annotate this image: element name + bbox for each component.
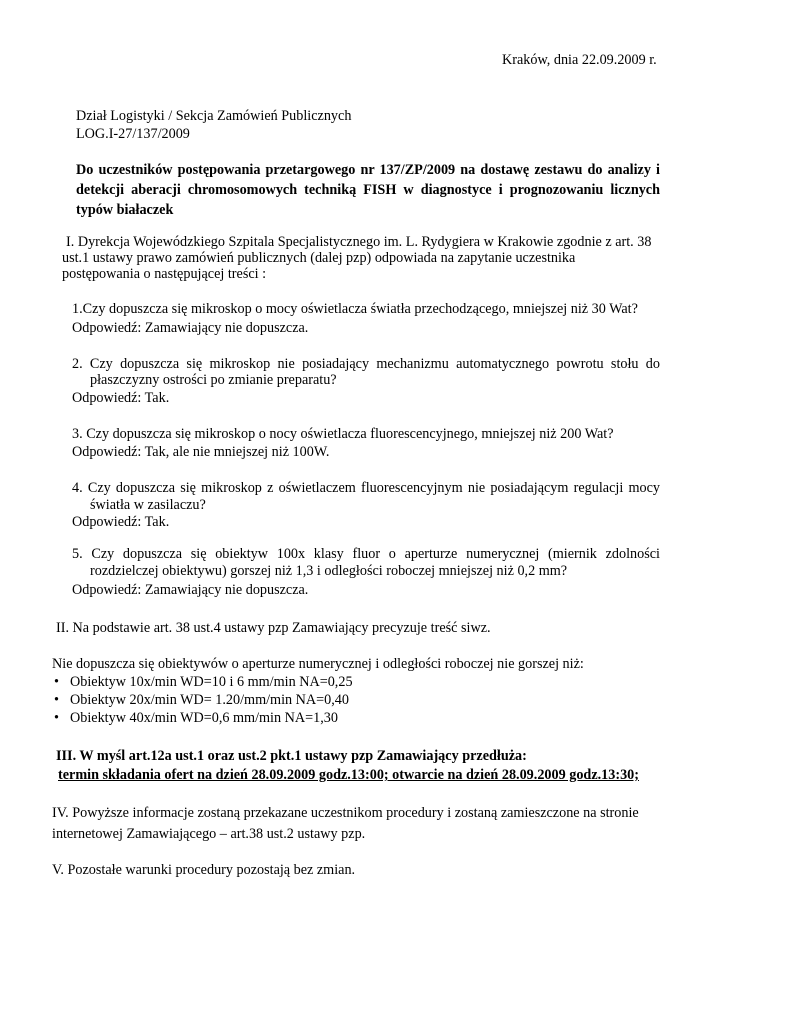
bullet-icon: •: [54, 692, 59, 708]
answer-5: Odpowiedź: Zamawiający nie dopuszcza.: [72, 582, 309, 598]
list-item-text: Obiektyw 10x/min WD=10 i 6 mm/min NA=0,25: [70, 674, 353, 690]
bullet-icon: •: [54, 674, 59, 690]
question-2-line2: płaszczyzny ostrości po zmianie preparatu?: [90, 372, 337, 388]
bullet-icon: •: [54, 710, 59, 726]
list-item-text: Obiektyw 20x/min WD= 1.20/mm/min NA=0,40: [70, 692, 349, 708]
answer-2: Odpowiedź: Tak.: [72, 390, 170, 406]
section4-line2: internetowej Zamawiającego – art.38 ust.2 ustawy pzp.: [52, 826, 366, 842]
date-line: Kraków, dnia 22.09.2009 r.: [502, 52, 657, 68]
question-5-line2: rozdzielczej obiektywu) gorszej niż 1,3 i odległości roboczej mniejszej niż 0,2 mm?: [90, 563, 568, 579]
question-4-line1: 4. Czy dopuszcza się mikroskop z oświetlaczem fluorescencyjnym nie posiadającym regulacji mocy: [72, 480, 660, 496]
question-1: 1.Czy dopuszcza się mikroskop o mocy oświetlacza światła przechodzącego, mniejszej niż 30 Wat?: [72, 301, 638, 317]
answer-1: Odpowiedź: Zamawiający nie dopuszcza.: [72, 320, 309, 336]
section1-intro-line1: I. Dyrekcja Wojewódzkiego Szpitala Specjalistycznego im. L. Rydygiera w Krakowie zgodnie z art. 38: [66, 234, 652, 250]
section1-intro-line3: postępowania o następującej treści :: [62, 266, 267, 282]
question-2-line1: 2. Czy dopuszcza się mikroskop nie posiadający mechanizmu automatycznego powrotu stołu do: [72, 356, 660, 372]
section4-line1: IV. Powyższe informacje zostaną przekazane uczestnikom procedury i zostaną zamieszczone na stronie: [52, 805, 639, 821]
section2-text: II. Na podstawie art. 38 ust.4 ustawy pzp Zamawiający precyzuje treść siwz.: [56, 620, 491, 636]
list-item: [54, 674, 353, 692]
list-item-text: Obiektyw 40x/min WD=0,6 mm/min NA=1,30: [70, 710, 338, 726]
answer-4: Odpowiedź: Tak.: [72, 514, 170, 530]
section1-intro-line2: ust.1 ustawy prawo zamówień publicznych (dalej pzp) odpowiada na zapytanie uczestnika: [62, 250, 576, 266]
section3-line2: termin składania ofert na dzień 28.09.2009 godz.13:00; otwarcie na dzień 28.09.2009 godz.13:30;: [58, 767, 639, 783]
department-line: Dział Logistyki / Sekcja Zamówień Publicznych: [76, 108, 352, 124]
document-heading: Do uczestników postępowania przetargowego nr 137/ZP/2009 na dostawę zestawu do analizy i detekcji aberacji chromosomowych techniką FISH w diagnostyce i prognozowaniu licznych typów białaczek: [76, 162, 660, 218]
answer-3: Odpowiedź: Tak, ale nie mniejszej niż 100W.: [72, 444, 330, 460]
question-5-line1: 5. Czy dopuszcza się obiektyw 100x klasy fluor o aperturze numerycznej (miernik zdolności: [72, 546, 660, 562]
reference-number: LOG.I-27/137/2009: [76, 126, 190, 142]
section5-text: V. Pozostałe warunki procedury pozostają bez zmian.: [52, 862, 356, 878]
list-item: [54, 692, 349, 710]
question-3: 3. Czy dopuszcza się mikroskop o nocy oświetlacza fluorescencyjnego, mniejszej niż 200 Wat?: [72, 426, 614, 442]
section2-intro: Nie dopuszcza się obiektywów o aperturze numerycznej i odległości roboczej nie gorszej niż:: [52, 656, 584, 672]
question-4-line2: światła w zasilaczu?: [90, 497, 206, 513]
list-item: [54, 710, 338, 728]
section3-line1: III. W myśl art.12a ust.1 oraz ust.2 pkt.1 ustawy pzp Zamawiający przedłuża:: [56, 748, 527, 764]
